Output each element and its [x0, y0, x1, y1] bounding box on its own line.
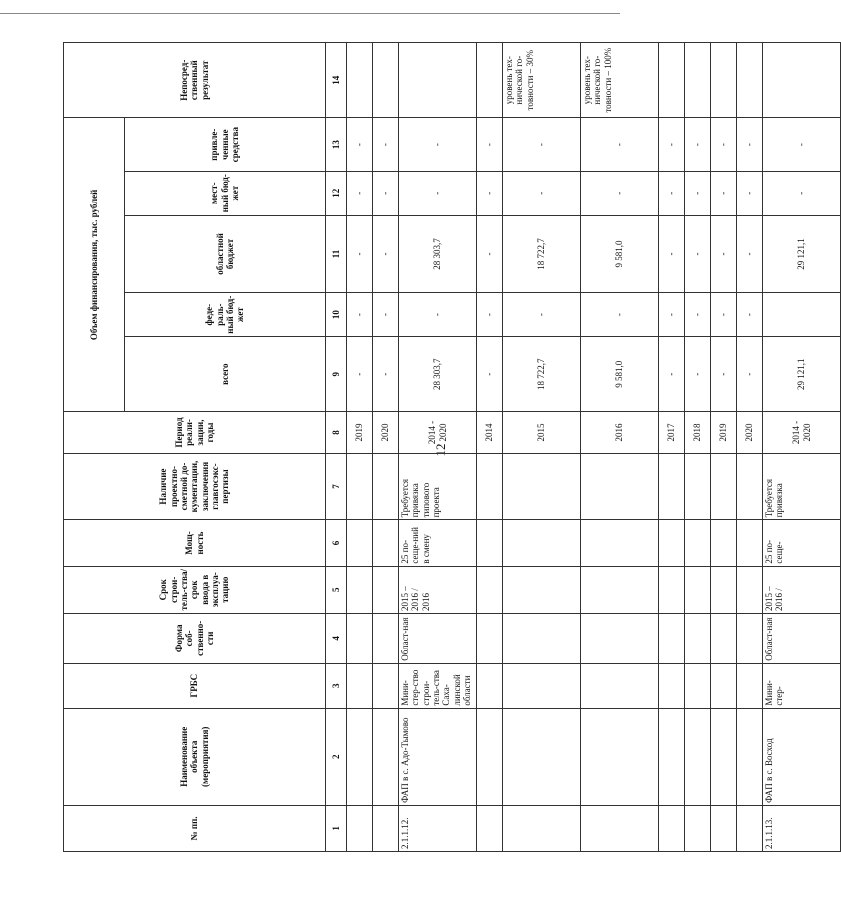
cell-c9: - — [685, 337, 711, 412]
cell-c10 — [763, 293, 841, 337]
cell-c9: - — [711, 337, 737, 412]
cell-c2 — [581, 708, 659, 805]
cell-c10: - — [737, 293, 763, 337]
cell-c8: 2020 — [737, 412, 763, 453]
cell-c10: - — [503, 293, 581, 337]
cell-c5 — [477, 566, 503, 613]
cell-c4: Област-ная — [399, 613, 477, 663]
cell-c12: - — [347, 171, 373, 215]
cell-c11: - — [659, 215, 685, 293]
cell-c8: 2014 — [477, 412, 503, 453]
col-number: 5 — [326, 566, 347, 613]
cell-c5 — [503, 566, 581, 613]
cell-c2: ФАП в с. Адо-Тымово — [399, 708, 477, 805]
cell-c7 — [373, 453, 399, 520]
cell-c5 — [581, 566, 659, 613]
cell-c11: 9 581,0 — [581, 215, 659, 293]
cell-c14 — [763, 43, 841, 118]
cell-c5 — [711, 566, 737, 613]
cell-c11: - — [347, 215, 373, 293]
cell-c3 — [685, 663, 711, 708]
cell-c1 — [347, 805, 373, 851]
cell-c4 — [737, 613, 763, 663]
cell-c14 — [659, 43, 685, 118]
header-period: Период реали-зации, годы — [64, 412, 326, 453]
cell-c4 — [581, 613, 659, 663]
cell-c6 — [347, 520, 373, 566]
cell-c9: - — [373, 337, 399, 412]
cell-c5: 2015 – 2016 / — [763, 566, 841, 613]
header-power: Мощ-ность — [64, 520, 326, 566]
cell-c1: 2.1.1.13. — [763, 805, 841, 851]
cell-c5 — [373, 566, 399, 613]
cell-c6 — [477, 520, 503, 566]
header-num: № пп. — [64, 805, 326, 851]
cell-c10: - — [581, 293, 659, 337]
cell-c8: 2019 — [347, 412, 373, 453]
cell-c2 — [347, 708, 373, 805]
cell-c1 — [659, 805, 685, 851]
col-number: 6 — [326, 520, 347, 566]
cell-c3 — [347, 663, 373, 708]
cell-c12: - — [763, 171, 841, 215]
cell-c4 — [373, 613, 399, 663]
cell-c11: 28 303,7 — [399, 215, 477, 293]
col-number: 13 — [326, 118, 347, 171]
cell-c4 — [477, 613, 503, 663]
cell-c11: - — [373, 215, 399, 293]
cell-c11: 29 121,1 — [763, 215, 841, 293]
cell-c14 — [399, 43, 477, 118]
cell-c10: - — [685, 293, 711, 337]
cell-c11: - — [685, 215, 711, 293]
cell-c2: ФАП в с. Восход — [763, 708, 841, 805]
table-row — [737, 43, 763, 852]
cell-c2 — [659, 708, 685, 805]
cell-c12: - — [659, 171, 685, 215]
cell-c9: 29 121,1 — [763, 337, 841, 412]
cell-c12: - — [711, 171, 737, 215]
cell-c3 — [503, 663, 581, 708]
cell-c7 — [685, 453, 711, 520]
cell-c1: 2.1.1.12. — [399, 805, 477, 851]
cell-c14: уровень тех-нической го-товности – 30% — [503, 43, 581, 118]
table-row — [503, 43, 581, 852]
cell-c8: 2020 — [373, 412, 399, 453]
cell-c13: - — [685, 118, 711, 171]
cell-c7: Требуется привязка типового проекта — [399, 453, 477, 520]
table-row — [659, 43, 685, 852]
cell-c5: 2015 – 2016 / 2016 — [399, 566, 477, 613]
cell-c7 — [581, 453, 659, 520]
cell-c7 — [659, 453, 685, 520]
cell-c8: 2015 — [503, 412, 581, 453]
cell-c14 — [347, 43, 373, 118]
col-number: 1 — [326, 805, 347, 851]
cell-c6 — [373, 520, 399, 566]
cell-c11: - — [711, 215, 737, 293]
cell-c9: 9 581,0 — [581, 337, 659, 412]
cell-c11: - — [477, 215, 503, 293]
cell-c12: - — [399, 171, 477, 215]
cell-c4 — [711, 613, 737, 663]
header-local: мест-ный бюд-жет — [125, 171, 326, 215]
cell-c9: - — [347, 337, 373, 412]
cell-c5 — [659, 566, 685, 613]
cell-c4 — [659, 613, 685, 663]
cell-c14 — [685, 43, 711, 118]
cell-c4 — [503, 613, 581, 663]
cell-c12: - — [373, 171, 399, 215]
cell-c3 — [477, 663, 503, 708]
cell-c13: - — [737, 118, 763, 171]
cell-c7 — [737, 453, 763, 520]
cell-c7: Требуется привязка — [763, 453, 841, 520]
cell-c9: 28 303,7 — [399, 337, 477, 412]
cell-c9: - — [737, 337, 763, 412]
table-row — [477, 43, 503, 852]
cell-c10: - — [373, 293, 399, 337]
cell-c11: - — [737, 215, 763, 293]
cell-c8: 2019 — [711, 412, 737, 453]
cell-c10: - — [347, 293, 373, 337]
cell-c3 — [373, 663, 399, 708]
cell-c12: - — [503, 171, 581, 215]
cell-c8: 2018 — [685, 412, 711, 453]
cell-c12: - — [737, 171, 763, 215]
cell-c14 — [373, 43, 399, 118]
cell-c5 — [737, 566, 763, 613]
cell-c13: - — [763, 118, 841, 171]
cell-c8: 2014 - 2020 — [399, 412, 477, 453]
col-number: 10 — [326, 293, 347, 337]
header-total: всего — [125, 337, 326, 412]
rotated-table-container — [63, 42, 812, 852]
cell-c13: - — [399, 118, 477, 171]
cell-c4 — [347, 613, 373, 663]
table-row — [347, 43, 373, 852]
cell-c8: 2017 — [659, 412, 685, 453]
cell-c10: - — [399, 293, 477, 337]
cell-c9: - — [659, 337, 685, 412]
cell-c6 — [737, 520, 763, 566]
header-result: Непосред-ственный результат — [64, 43, 326, 118]
cell-c7 — [477, 453, 503, 520]
cell-c3 — [581, 663, 659, 708]
cell-c6: 25 по-сеще-ний в смену — [399, 520, 477, 566]
table-row — [399, 43, 477, 852]
cell-c10: - — [711, 293, 737, 337]
cell-c1 — [711, 805, 737, 851]
top-rule — [0, 13, 620, 14]
cell-c12: - — [685, 171, 711, 215]
cell-c13: - — [659, 118, 685, 171]
table-row — [763, 43, 841, 852]
funding-table — [63, 42, 841, 852]
cell-c3 — [659, 663, 685, 708]
cell-c14 — [477, 43, 503, 118]
cell-c9: - — [477, 337, 503, 412]
cell-c5 — [685, 566, 711, 613]
cell-c3 — [711, 663, 737, 708]
header-term: Срок строи-тель-ства/срок ввода в эксплуа-тацию — [64, 566, 326, 613]
cell-c4 — [685, 613, 711, 663]
cell-c13: - — [581, 118, 659, 171]
cell-c9: 18 722,7 — [503, 337, 581, 412]
cell-c13: - — [503, 118, 581, 171]
cell-c2 — [711, 708, 737, 805]
table-row — [581, 43, 659, 852]
col-number: 9 — [326, 337, 347, 412]
cell-c14: уровень тех-нической го-товности – 100% — [581, 43, 659, 118]
cell-c7 — [347, 453, 373, 520]
data-rows — [347, 43, 841, 852]
header-form: Форма соб-ственно-сти — [64, 613, 326, 663]
header-federal: феде-раль-ный бюд-жет — [125, 293, 326, 337]
col-number: 3 — [326, 663, 347, 708]
cell-c13: - — [347, 118, 373, 171]
cell-c5 — [347, 566, 373, 613]
table-row — [373, 43, 399, 852]
header-name: Наименование объекта (мероприятия) — [64, 708, 326, 805]
cell-c6: 25 по-сеще- — [763, 520, 841, 566]
cell-c1 — [373, 805, 399, 851]
cell-c2 — [685, 708, 711, 805]
page-number: 12 — [433, 443, 448, 457]
cell-c6 — [711, 520, 737, 566]
cell-c12: - — [477, 171, 503, 215]
cell-c4: Област-ная — [763, 613, 841, 663]
col-number: 4 — [326, 613, 347, 663]
cell-c6 — [503, 520, 581, 566]
cell-c1 — [685, 805, 711, 851]
cell-c14 — [711, 43, 737, 118]
cell-c8: 2014 - 2020 — [763, 412, 841, 453]
col-number: 12 — [326, 171, 347, 215]
cell-c1 — [503, 805, 581, 851]
header-grbs: ГРБС — [64, 663, 326, 708]
cell-c11: 18 722,7 — [503, 215, 581, 293]
cell-c13: - — [711, 118, 737, 171]
col-number: 7 — [326, 453, 347, 520]
cell-c3: Мини-стер- — [763, 663, 841, 708]
cell-c14 — [737, 43, 763, 118]
cell-c8: 2016 — [581, 412, 659, 453]
cell-c6 — [685, 520, 711, 566]
col-number: 14 — [326, 43, 347, 118]
col-number: 11 — [326, 215, 347, 293]
cell-c13: - — [373, 118, 399, 171]
header-regional: областной бюджет — [125, 215, 326, 293]
cell-c12: - — [581, 171, 659, 215]
table-row — [685, 43, 711, 852]
cell-c2 — [503, 708, 581, 805]
col-number: 2 — [326, 708, 347, 805]
cell-c10: - — [477, 293, 503, 337]
cell-c3: Мини-стер-ство строи-тель-ства Саха-линской области — [399, 663, 477, 708]
header-funding: Объем финансирования, тыс. рублей — [64, 118, 125, 412]
cell-c1 — [581, 805, 659, 851]
cell-c3 — [737, 663, 763, 708]
cell-c6 — [659, 520, 685, 566]
cell-c13: - — [477, 118, 503, 171]
header-psd: Наличие проектно-сметной до-кументации, заключения главгосэкс-пертизы — [64, 453, 326, 520]
column-number-row — [326, 43, 347, 852]
cell-c2 — [477, 708, 503, 805]
col-number: 8 — [326, 412, 347, 453]
table-row — [711, 43, 737, 852]
cell-c7 — [503, 453, 581, 520]
cell-c2 — [373, 708, 399, 805]
cell-c7 — [711, 453, 737, 520]
header-attracted: привле-ченные средства — [125, 118, 326, 171]
cell-c2 — [737, 708, 763, 805]
cell-c1 — [477, 805, 503, 851]
cell-c1 — [737, 805, 763, 851]
cell-c6 — [581, 520, 659, 566]
cell-c10: - — [659, 293, 685, 337]
